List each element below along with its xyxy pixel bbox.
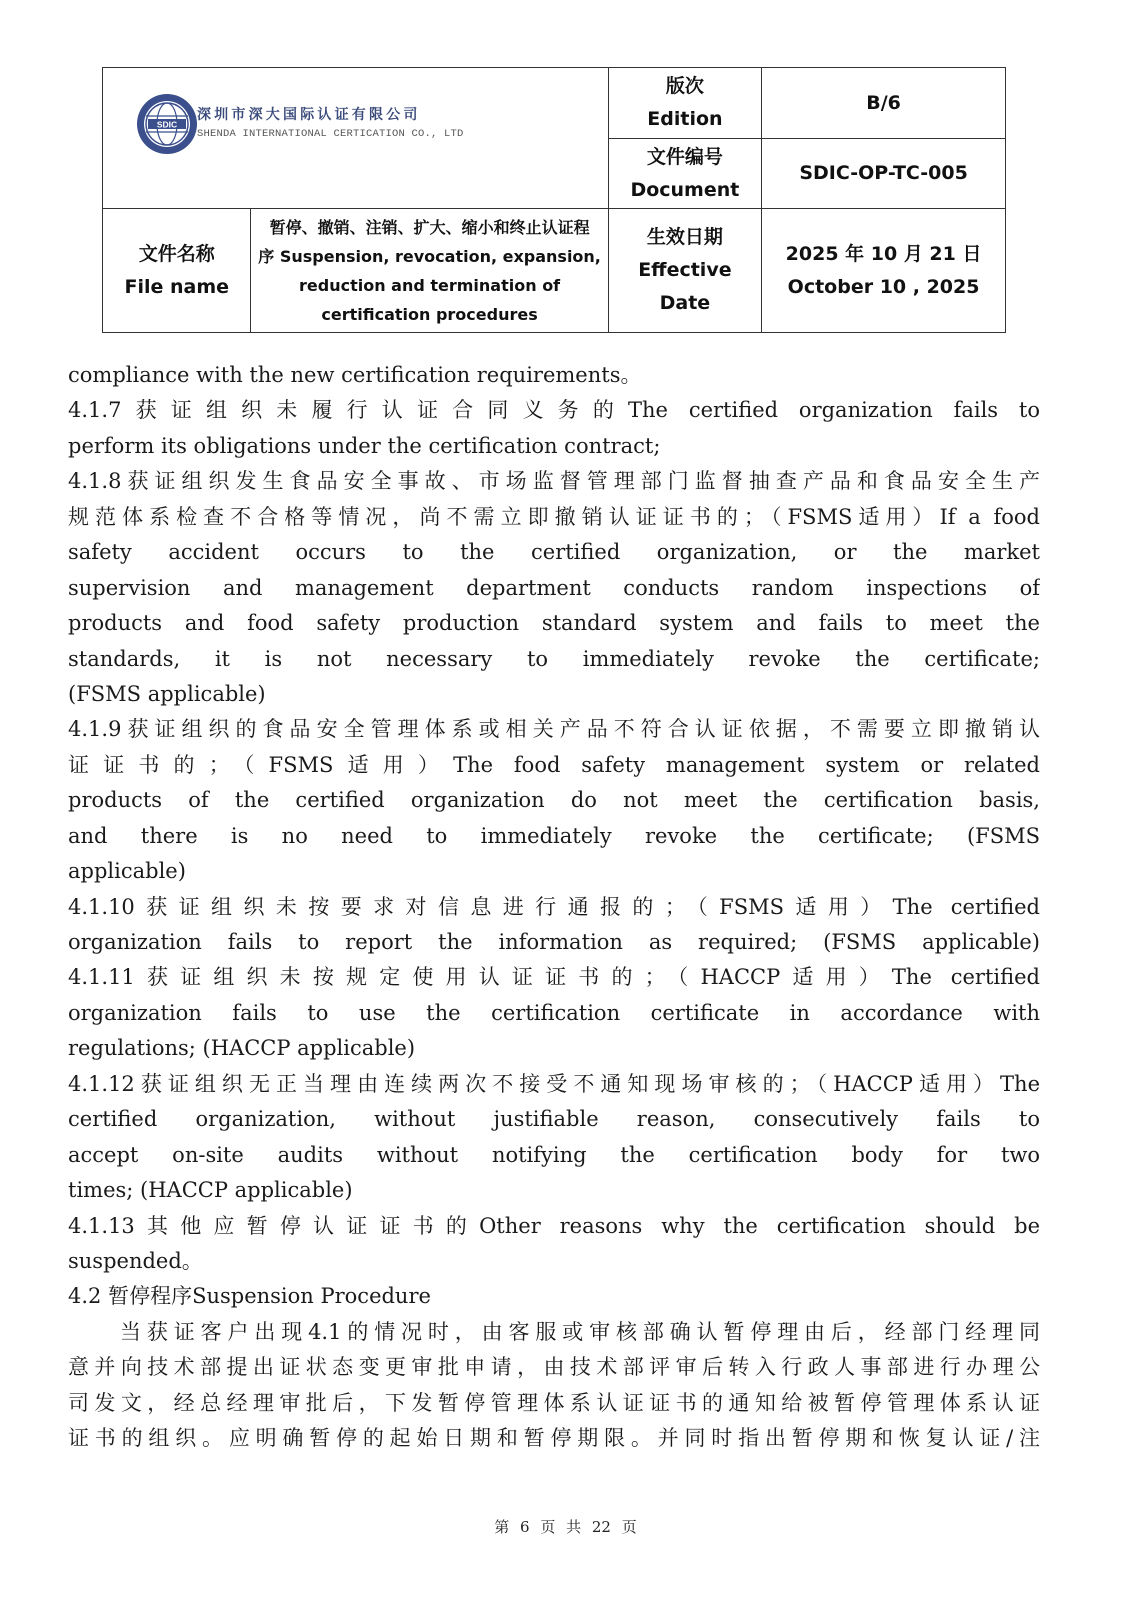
body-line: regulations; (HACCP applicable) <box>68 1036 416 1061</box>
sdic-logo-icon <box>135 92 199 156</box>
page-number-footer: 第 6 页 共 22 页 <box>494 1518 637 1536</box>
body-line: 4.1.10获证组织未按要求对信息进行通报的；（FSMS适用）The certified <box>68 894 1040 919</box>
body-line: perform its obligations under the certification contract; <box>68 433 661 458</box>
document-value: SDIC-OP-TC-005 <box>799 162 968 184</box>
effective-label-cn: 生效日期 <box>646 226 723 248</box>
document-label-en: Document <box>630 178 740 201</box>
body-line: 4.1.12获证组织无正当理由连续两次不接受不通知现场审核的；（HACCP适用）The <box>68 1071 1040 1096</box>
file-name-label-en: File name <box>124 275 230 298</box>
effective-label-en-1: Effective <box>638 259 732 281</box>
body-line: suspended。 <box>68 1248 203 1273</box>
body-line: 4.1.9获证组织的食品安全管理体系或相关产品不符合认证依据，不需要立即撤销认 <box>68 717 1040 742</box>
body-line: organization fails to report the information as required; (FSMS applicable) <box>68 930 1040 954</box>
body-line: certified organization, without justifiable reason, consecutively fails to <box>68 1107 1040 1132</box>
effective-date-label-cell <box>608 209 762 333</box>
document-header-table <box>102 67 1006 333</box>
effective-date-en: October 10 , 2025 <box>787 275 980 298</box>
effective-date-value-cell <box>762 209 1006 333</box>
body-line: products and food safety production standard system and fails to meet the <box>68 611 1040 636</box>
body-line: times; (HACCP applicable) <box>68 1178 353 1203</box>
body-line: supervision and management department conducts random inspections of <box>68 575 1040 600</box>
body-line: standards, it is not necessary to immediately revoke the certificate; <box>68 646 1040 671</box>
file-name-label-cn: 文件名称 <box>138 242 215 265</box>
body-line: safety accident occurs to the certified organization, or the market <box>68 540 1040 565</box>
effective-date-cn: 2025 年 10 月 21 日 <box>785 242 982 265</box>
body-line: 规范体系检查不合格等情况，尚不需立即撤销认证证书的；（FSMS适用）If a food <box>68 504 1040 529</box>
body-line: 意并向技术部提出证状态变更审批申请，由技术部评审后转入行政人事部进行办理公 <box>68 1355 1040 1380</box>
document-body <box>68 358 1040 1457</box>
edition-label-en: Edition <box>647 108 723 130</box>
body-line: and there is no need to immediately revoke the certificate; (FSMS <box>68 823 1040 848</box>
company-logo-cell <box>103 68 609 209</box>
body-line: (FSMS applicable) <box>68 681 266 706</box>
document-label-cell <box>608 139 762 209</box>
body-line: accept on-site audits without notifying the certification body for two <box>68 1142 1040 1167</box>
file-name-line-3: reduction and termination of <box>299 275 561 295</box>
edition-label-cn: 版次 <box>665 75 704 97</box>
file-name-label-cell <box>103 209 251 333</box>
company-name-en: SHENDA INTERNATIONAL CERTICATION CO., LTD <box>197 128 464 140</box>
file-name-line-1: 暂停、撤销、注销、扩大、缩小和终止认证程 <box>269 217 590 237</box>
body-line: organization fails to use the certification certificate in accordance with <box>68 1000 1040 1025</box>
effective-label-en-2: Date <box>659 292 711 314</box>
body-line: 4.1.8获证组织发生食品安全事故、市场监督管理部门监督抽查产品和食品安全生产 <box>68 469 1040 494</box>
body-line: compliance with the new certification requirements。 <box>68 363 642 387</box>
file-name-value-cell <box>251 209 608 333</box>
body-line: 当获证客户出现4.1的情况时，由客服或审核部确认暂停理由后，经部门经理同 <box>120 1319 1040 1344</box>
company-name-cn: 深圳市深大国际认证有限公司 <box>197 107 421 123</box>
section-heading: 4.2 暂停程序Suspension Procedure <box>68 1284 431 1309</box>
body-line: 4.1.13其他应暂停认证证书的Other reasons why the certification should be <box>68 1213 1040 1238</box>
body-line: 4.1.7获证组织未履行认证合同义务的The certified organization fails to <box>68 398 1040 423</box>
logo-text: SDIC <box>156 119 178 130</box>
file-name-line-4: certification procedures <box>321 304 538 324</box>
body-line: 司发文，经总经理审批后，下发暂停管理体系认证证书的通知给被暂停管理体系认证 <box>68 1390 1040 1415</box>
edition-label-cell <box>608 68 762 139</box>
body-line: products of the certified organization do not meet the certification basis, <box>68 788 1040 813</box>
body-line: 4.1.11获证组织未按规定使用认证证书的；（HACCP适用）The certified <box>68 965 1040 990</box>
edition-value-cell <box>762 68 1006 139</box>
document-label-cn: 文件编号 <box>646 145 723 168</box>
edition-value: B/6 <box>866 91 901 114</box>
file-name-line-2: 序 Suspension, revocation, expansion, <box>258 246 601 266</box>
body-line: 证证书的；（FSMS适用）The food safety management system or related <box>68 752 1040 777</box>
body-line: 证书的组织。应明确暂停的起始日期和暂停期限。并同时指出暂停期和恢复认证/注 <box>68 1426 1040 1451</box>
body-line: applicable) <box>68 859 186 884</box>
document-value-cell <box>762 139 1006 209</box>
